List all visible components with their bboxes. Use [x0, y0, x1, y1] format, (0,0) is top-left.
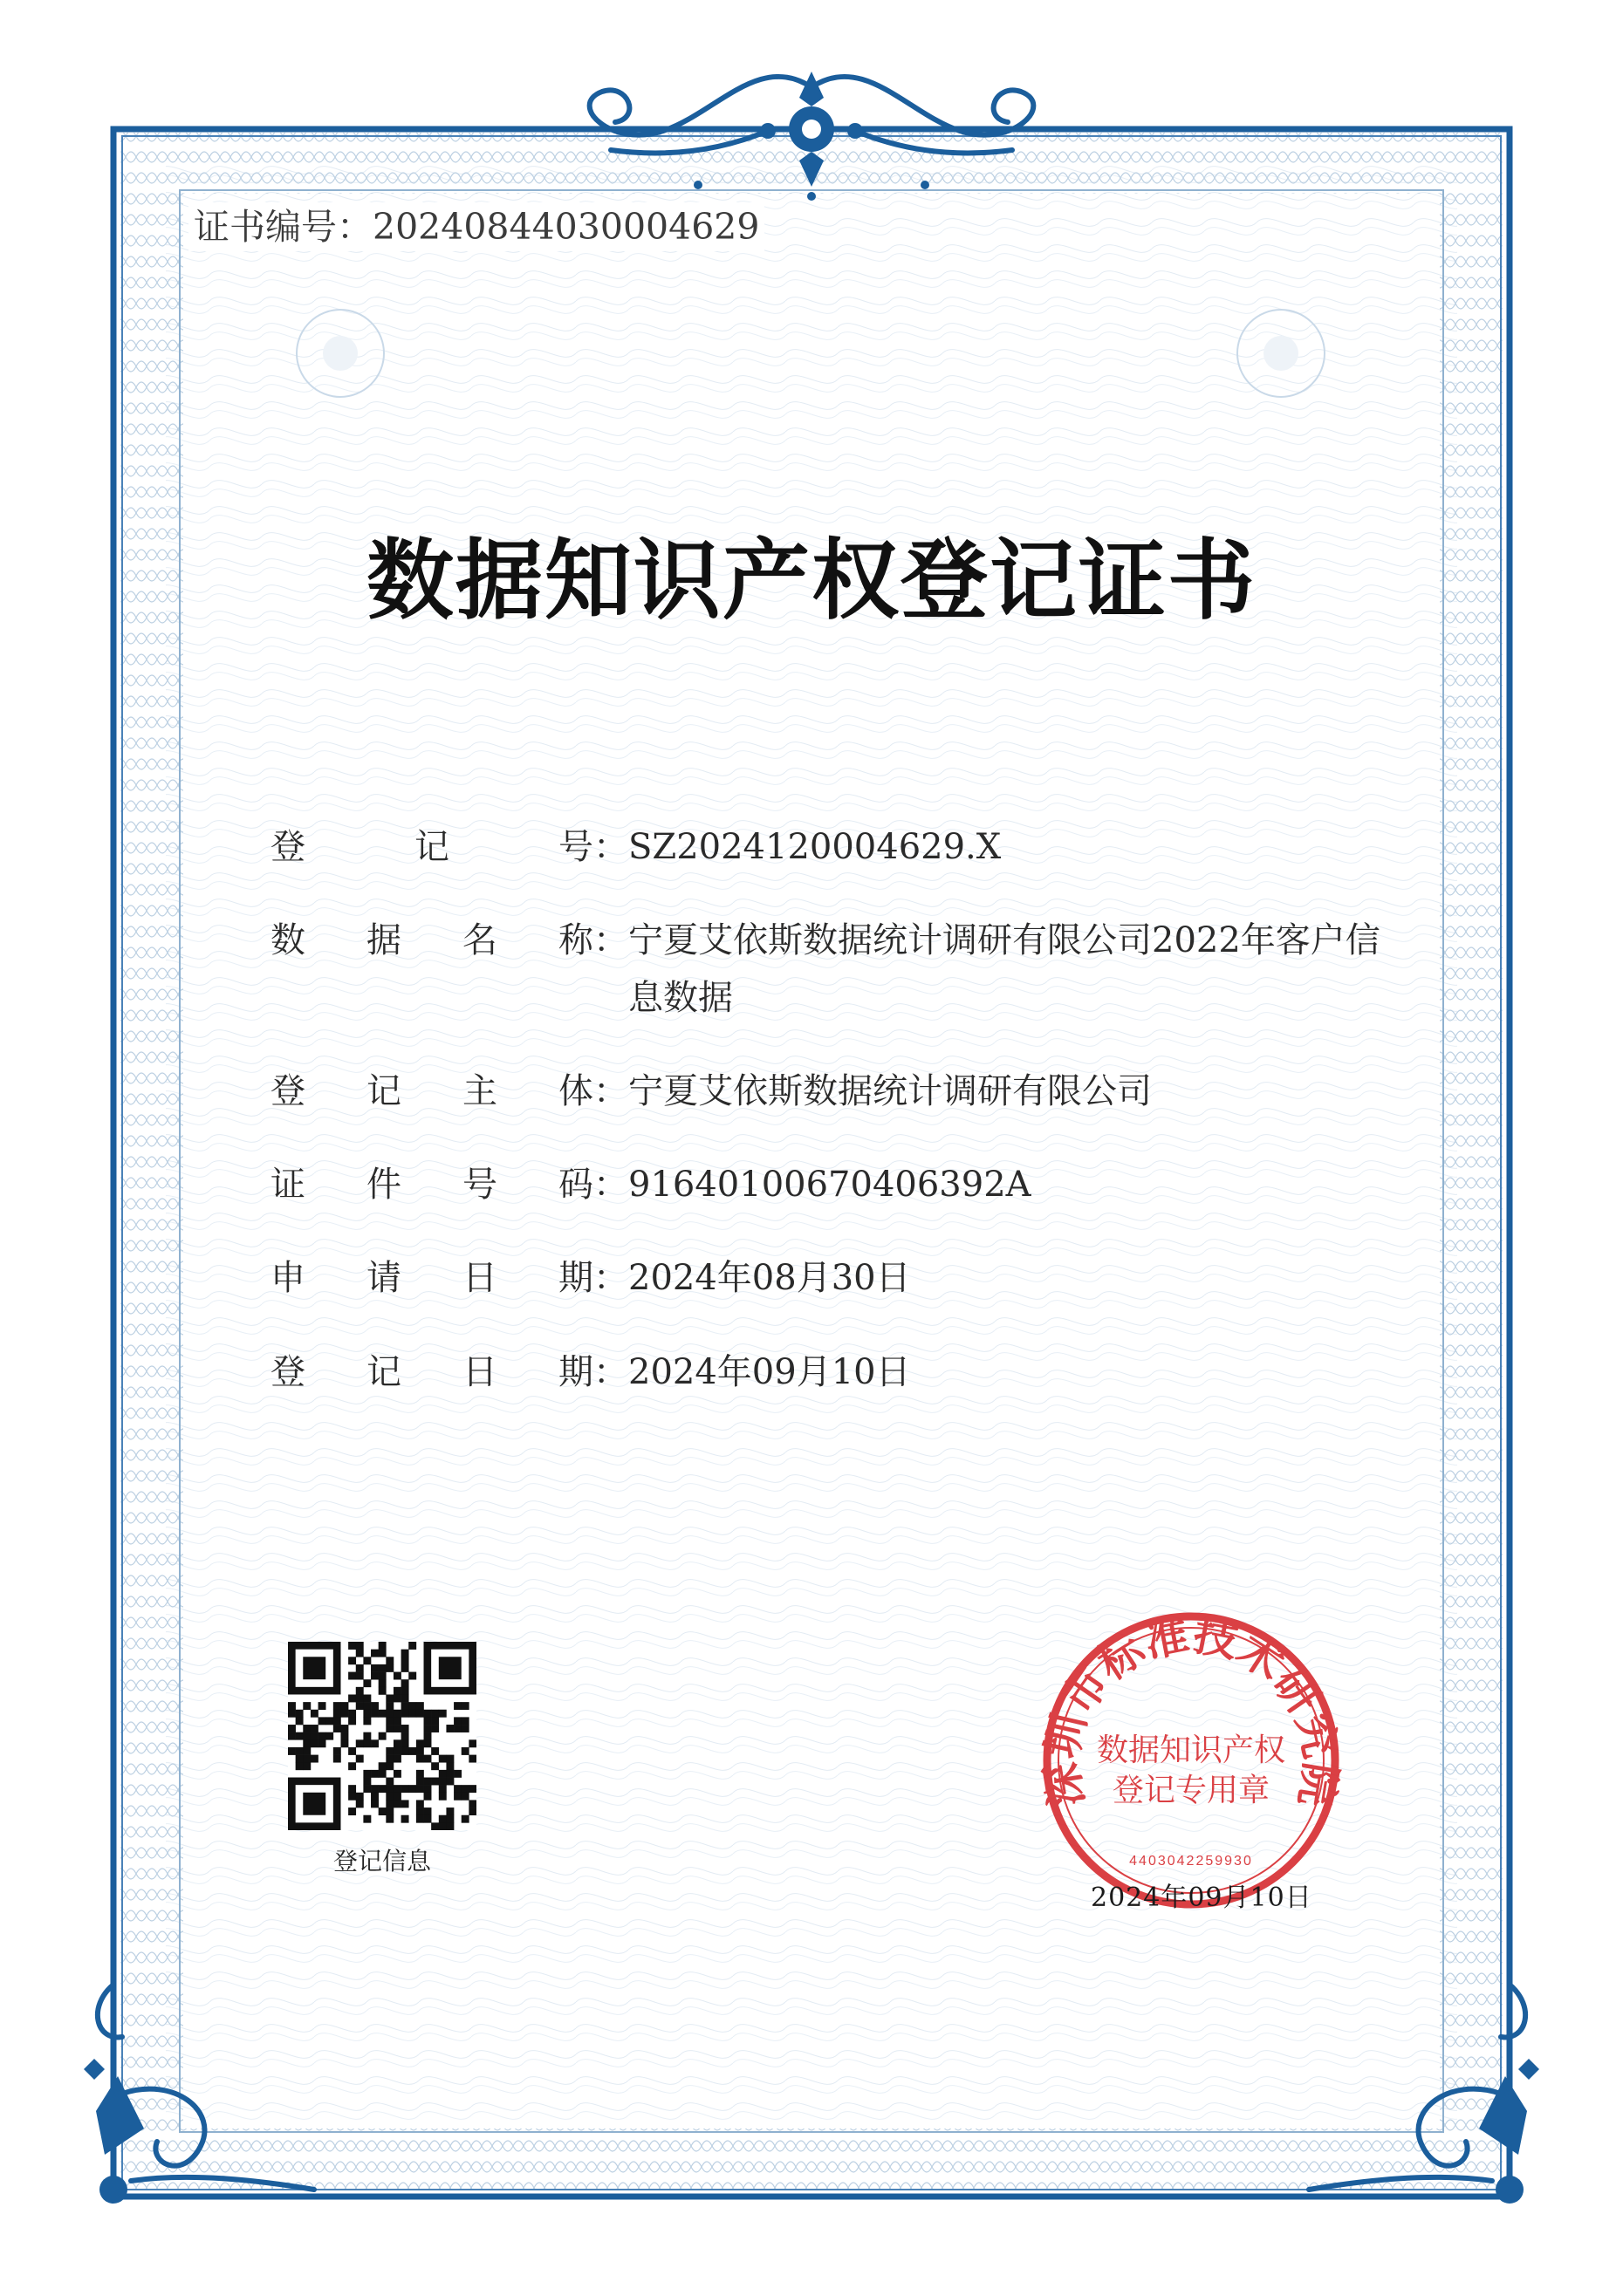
field-value: 宁夏艾依斯数据统计调研有限公司	[628, 1071, 1152, 1111]
seal-date: 2024年09月10日	[1091, 1883, 1312, 1913]
certificate-number-label: 证书编号：	[194, 206, 373, 248]
certificate-number	[188, 202, 764, 251]
field-label: 申 请 日 期：	[270, 1258, 628, 1298]
certificate-title: 数据知识产权登记证书	[366, 529, 1257, 632]
qr-caption: 登记信息	[332, 1847, 431, 1876]
official-seal	[1034, 1603, 1348, 1917]
field-label: 数 据 名 称：	[270, 920, 628, 960]
field-value: SZ2024120004629.X	[628, 827, 1002, 867]
field-label: 证 件 号 码：	[270, 1165, 628, 1205]
seal-organization: 深圳市标准技术研究院	[1037, 1609, 1346, 1811]
field-value: 2024年09月10日	[628, 1352, 911, 1392]
qr-code	[288, 1642, 476, 1830]
seal-center-line1: 数据知识产权	[1096, 1732, 1286, 1767]
field-value: 2024年08月30日	[628, 1258, 911, 1298]
field-label: 登 记 主 体：	[270, 1071, 628, 1111]
field-value: 91640100670406392A	[628, 1165, 1031, 1205]
seal-center-line2: 登记专用章	[1112, 1773, 1270, 1807]
certificate-number-value: 20240844030004629	[373, 206, 760, 248]
qr-code-icon	[288, 1642, 476, 1830]
field-label: 登 记 号：	[270, 827, 628, 867]
seal-serial: 4403042259930	[1129, 1854, 1253, 1869]
field-label: 登 记 日 期：	[270, 1352, 628, 1392]
field-value: 宁夏艾依斯数据统计调研有限公司2022年客户信息数据	[628, 920, 1380, 1018]
